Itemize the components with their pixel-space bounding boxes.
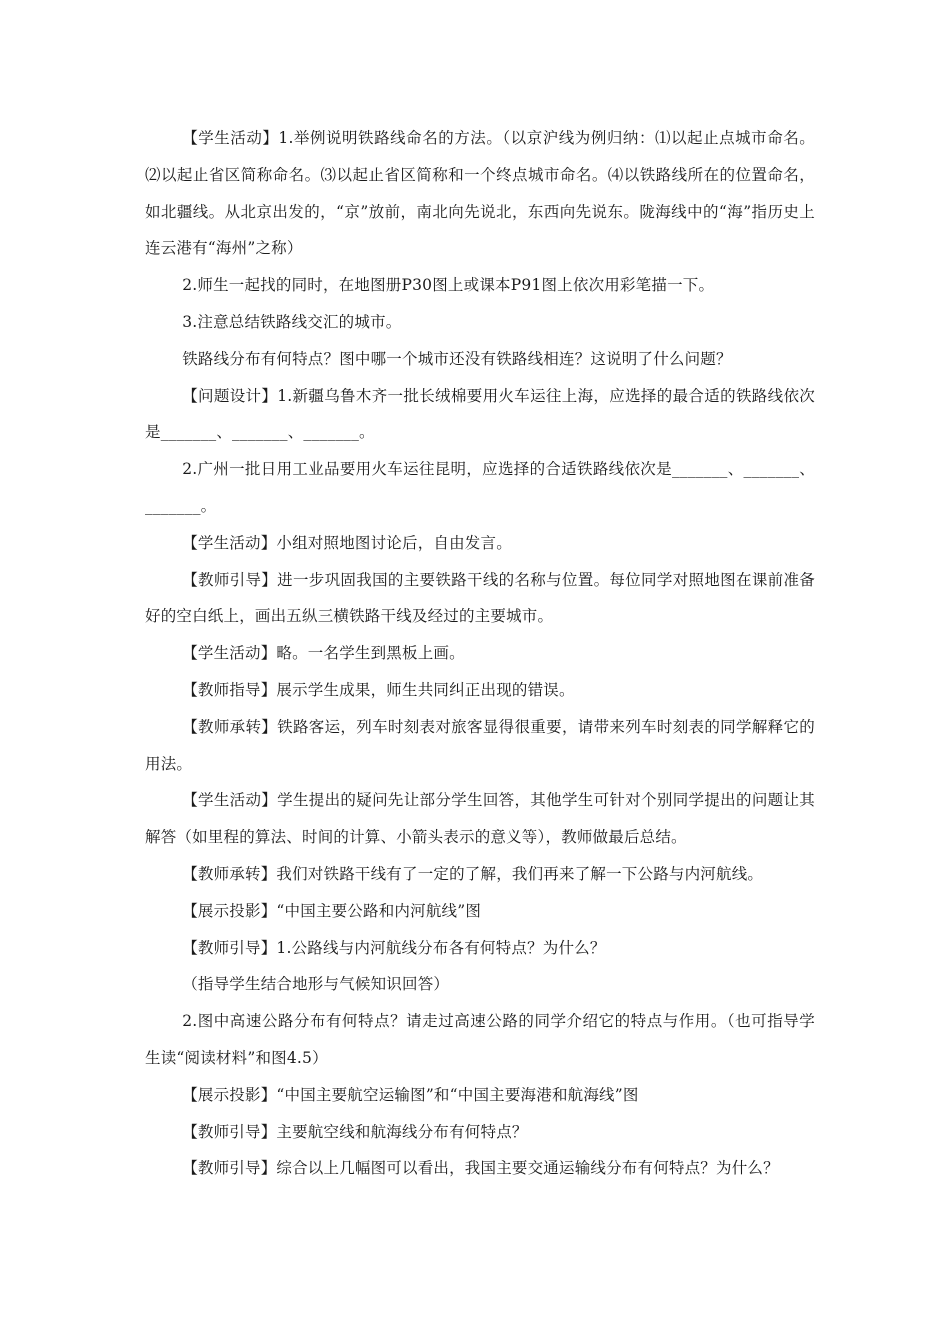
body-text <box>145 120 815 1187</box>
paragraph-highway-question: 2.图中高速公路分布有何特点？请走过高速公路的同学介绍它的特点与作用。（也可指导学生读“阅读材料”和图4.5） <box>145 1012 815 1067</box>
paragraph-step-2: 2.师生一起找的同时，在地图册P30图上或课本P91图上依次用彩笔描一下。 <box>182 276 715 295</box>
paragraph-projection-2: 【展示投影】“中国主要航空运输图”和“中国主要海港和航海线”图 <box>182 1085 639 1104</box>
paragraph-step-3: 3.注意总结铁路线交汇的城市。 <box>182 312 402 331</box>
paragraph-teacher-instruction: 【教师指导】展示学生成果，师生共同纠正出现的错误。 <box>182 680 575 699</box>
paragraph-teacher-guide-4: 【教师引导】综合以上几幅图可以看出，我国主要交通运输线分布有何特点？为什么？ <box>182 1159 779 1178</box>
paragraph-student-activity-4: 【学生活动】学生提出的疑问先让部分学生回答，其他学生可针对个别同学提出的问题让其解答（如里程的算法、时间的计算、小箭头表示的意义等），教师做最后总结。 <box>145 791 815 847</box>
paragraph-teacher-transition-1: 【教师承转】铁路客运，列车时刻表对旅客显得很重要，请带来列车时刻表的同学解释它的用法。 <box>145 717 815 773</box>
paragraph-teacher-guide-3: 【教师引导】主要航空线和航海线分布有何特点？ <box>182 1122 528 1141</box>
paragraph-guide-note: （指导学生结合地形与气候知识回答） <box>182 975 450 994</box>
paragraph-student-activity-1: 【学生活动】1.举例说明铁路线命名的方法。（以京沪线为例归纳：⑴以起止点城市命名。⑵以起止省区简称命名。⑶以起止省区简称和一个终点城市命名。⑷以铁路线所在的位置命名，如北疆线。从北京出发的，“京”放前，南北向先说北，东西向先说东。陇海线中的“海”指历史上连云港有“海州”之称） <box>145 129 815 258</box>
paragraph-projection-1: 【展示投影】“中国主要公路和内河航线”图 <box>182 901 482 920</box>
paragraph-problem-design-1: 【问题设计】1.新疆乌鲁木齐一批长绒棉要用火车运往上海，应选择的最合适的铁路线依次是_______、_______、_______。 <box>145 386 815 442</box>
paragraph-teacher-guide-1: 【教师引导】进一步巩固我国的主要铁路干线的名称与位置。每位同学对照地图在课前准备好的空白纸上，画出五纵三横铁路干线及经过的主要城市。 <box>145 570 815 626</box>
paragraph-question: 铁路线分布有何特点？图中哪一个城市还没有铁路线相连？这说明了什么问题？ <box>182 349 732 368</box>
paragraph-teacher-guide-2: 【教师引导】1.公路线与内河航线分布各有何特点？为什么？ <box>182 938 606 957</box>
paragraph-student-activity-3: 【学生活动】略。一名学生到黑板上画。 <box>182 644 465 663</box>
paragraph-problem-design-2: 2.广州一批日用工业品要用火车运往昆明，应选择的合适铁路线依次是_______、_______、_______。 <box>145 460 815 515</box>
paragraph-teacher-transition-2: 【教师承转】我们对铁路干线有了一定的了解，我们再来了解一下公路与内河航线。 <box>182 864 764 883</box>
paragraph-student-activity-2: 【学生活动】小组对照地图讨论后，自由发言。 <box>182 533 512 552</box>
